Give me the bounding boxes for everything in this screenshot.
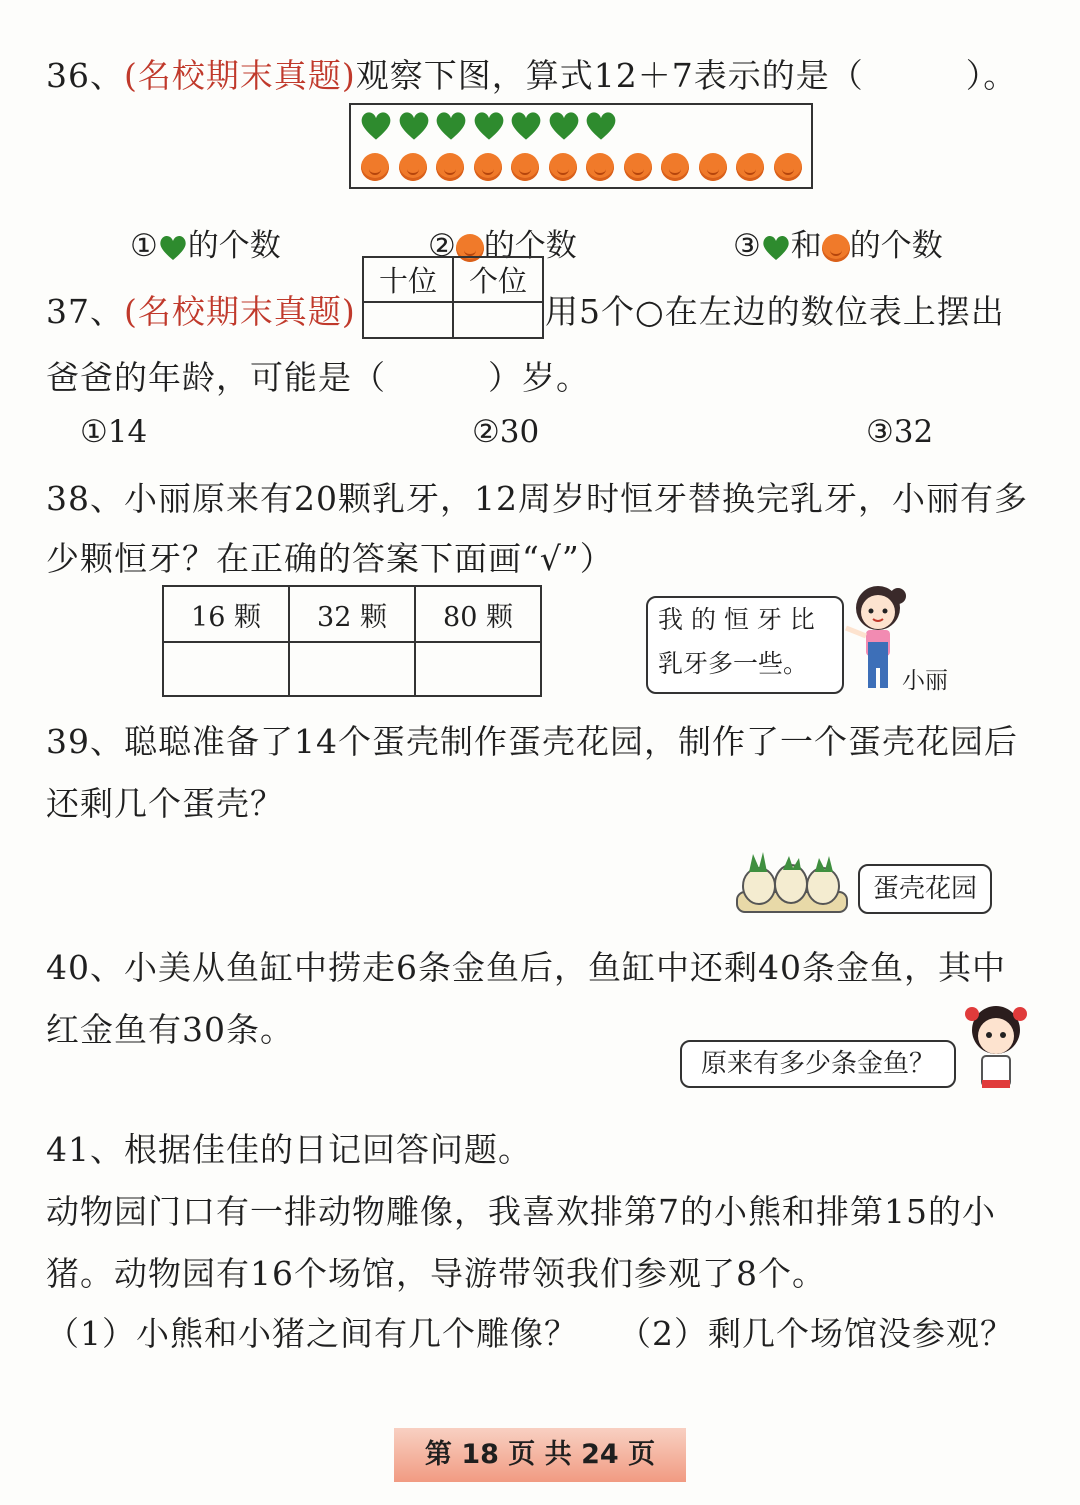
question-number: 37、	[46, 292, 124, 331]
q41-stem-line3: 猪。动物园有16个场馆，导游带领我们参观了8个。	[46, 1254, 826, 1293]
q40-stem-line1: 40、小美从鱼缸中捞走6条金鱼后，鱼缸中还剩40条金鱼，其中	[46, 948, 1006, 987]
q41-subquestion-2: （2）剩几个场馆没参观？	[618, 1314, 1014, 1353]
ones-header: 个位	[453, 257, 543, 302]
answer-header-80: 80 颗	[415, 586, 541, 642]
orange-icon	[774, 153, 802, 181]
answer-cell-16[interactable]	[163, 642, 289, 696]
orange-icon	[549, 153, 577, 181]
heart-icon	[547, 109, 581, 143]
q41-subquestion-1: （1）小熊和小猪之间有几个雕像？	[46, 1314, 578, 1353]
eggshell-garden-label: 蛋壳花园	[858, 864, 992, 914]
heart-icon	[359, 109, 393, 143]
goldfish-question-bubble: 原来有多少条金鱼？	[680, 1040, 956, 1088]
tens-cell[interactable]	[363, 302, 453, 338]
q36-figure	[349, 103, 813, 189]
orange-icon	[436, 153, 464, 181]
option-text: 的个数	[483, 228, 577, 264]
q39-stem-line1: 39、聪聪准备了14个蛋壳制作蛋壳花园，制作了一个蛋壳花园后	[46, 722, 1018, 761]
orange-icon	[624, 153, 652, 181]
q38-stem-line1: 38、小丽原来有20颗乳牙，12周岁时恒牙替换完乳牙，小丽有多	[46, 479, 1028, 518]
ones-cell[interactable]	[453, 302, 543, 338]
answer-header-32: 32 颗	[289, 586, 415, 642]
heart-icon	[397, 109, 431, 143]
option-text: 的个数	[187, 228, 281, 264]
q37-option-2[interactable]: ②30	[472, 414, 540, 450]
q37-stem-left	[46, 286, 356, 333]
orange-icon	[822, 234, 850, 262]
q41-stem-line2: 动物园门口有一排动物雕像，我喜欢排第7的小熊和排第15的小	[46, 1192, 996, 1231]
orange-icon	[361, 153, 389, 181]
heart-icon	[472, 109, 506, 143]
q37-option-1[interactable]: ①14	[80, 414, 148, 450]
girl-name-label: 小丽	[902, 668, 948, 694]
source-tag: (名校期末真题)	[124, 56, 356, 95]
heart-icon	[434, 109, 468, 143]
q37-stem-right: 用5个○在左边的数位表上摆出	[545, 292, 1005, 331]
bubble-line-2: 乳牙多一些。	[658, 649, 809, 678]
answer-table	[162, 585, 542, 697]
source-tag: (名校期末真题)	[124, 292, 356, 331]
tens-header: 十位	[363, 257, 453, 302]
place-value-table	[362, 256, 544, 339]
option-mark: ②	[428, 228, 456, 264]
heart-icon	[158, 233, 188, 263]
heart-icon	[584, 109, 618, 143]
option-text: 的个数	[849, 228, 943, 264]
option-and: 和	[790, 228, 822, 264]
answer-cell-32[interactable]	[289, 642, 415, 696]
page-number-bar: 第 18 页 共 24 页	[394, 1428, 686, 1482]
q36-stem	[46, 50, 1017, 97]
q36-option-3[interactable]	[733, 220, 943, 265]
speech-bubble	[646, 596, 844, 694]
heart-icon	[509, 109, 543, 143]
girl-xiaomei-illustration	[958, 1000, 1034, 1100]
q36-option-1[interactable]	[130, 220, 281, 265]
question-number: 36、	[46, 56, 124, 95]
answer-header-16: 16 颗	[163, 586, 289, 642]
orange-icon	[661, 153, 689, 181]
orange-icon	[586, 153, 614, 181]
heart-icon	[761, 233, 791, 263]
orange-row	[361, 153, 811, 181]
heart-row	[359, 109, 622, 147]
orange-icon	[474, 153, 502, 181]
orange-icon	[511, 153, 539, 181]
answer-cell-80[interactable]	[415, 642, 541, 696]
q41-stem-line1: 41、根据佳佳的日记回答问题。	[46, 1130, 532, 1169]
orange-icon	[736, 153, 764, 181]
q39-stem-line2: 还剩几个蛋壳？	[46, 784, 284, 823]
orange-icon	[399, 153, 427, 181]
option-mark: ①	[130, 228, 158, 264]
eggshell-garden-illustration	[733, 846, 851, 916]
q37-stem-line2: 爸爸的年龄，可能是（ ）岁。	[46, 358, 590, 397]
orange-icon	[699, 153, 727, 181]
q40-stem-line2: 红金鱼有30条。	[46, 1010, 294, 1049]
q37-option-3[interactable]: ③32	[866, 414, 934, 450]
q38-stem-line2: 少颗恒牙？在正确的答案下面画“√”）	[46, 539, 614, 578]
bubble-line-1: 我 的 恒 牙 比	[658, 605, 815, 634]
option-mark: ③	[733, 228, 761, 264]
question-text: 观察下图，算式12＋7表示的是（ ）。	[355, 56, 1018, 95]
